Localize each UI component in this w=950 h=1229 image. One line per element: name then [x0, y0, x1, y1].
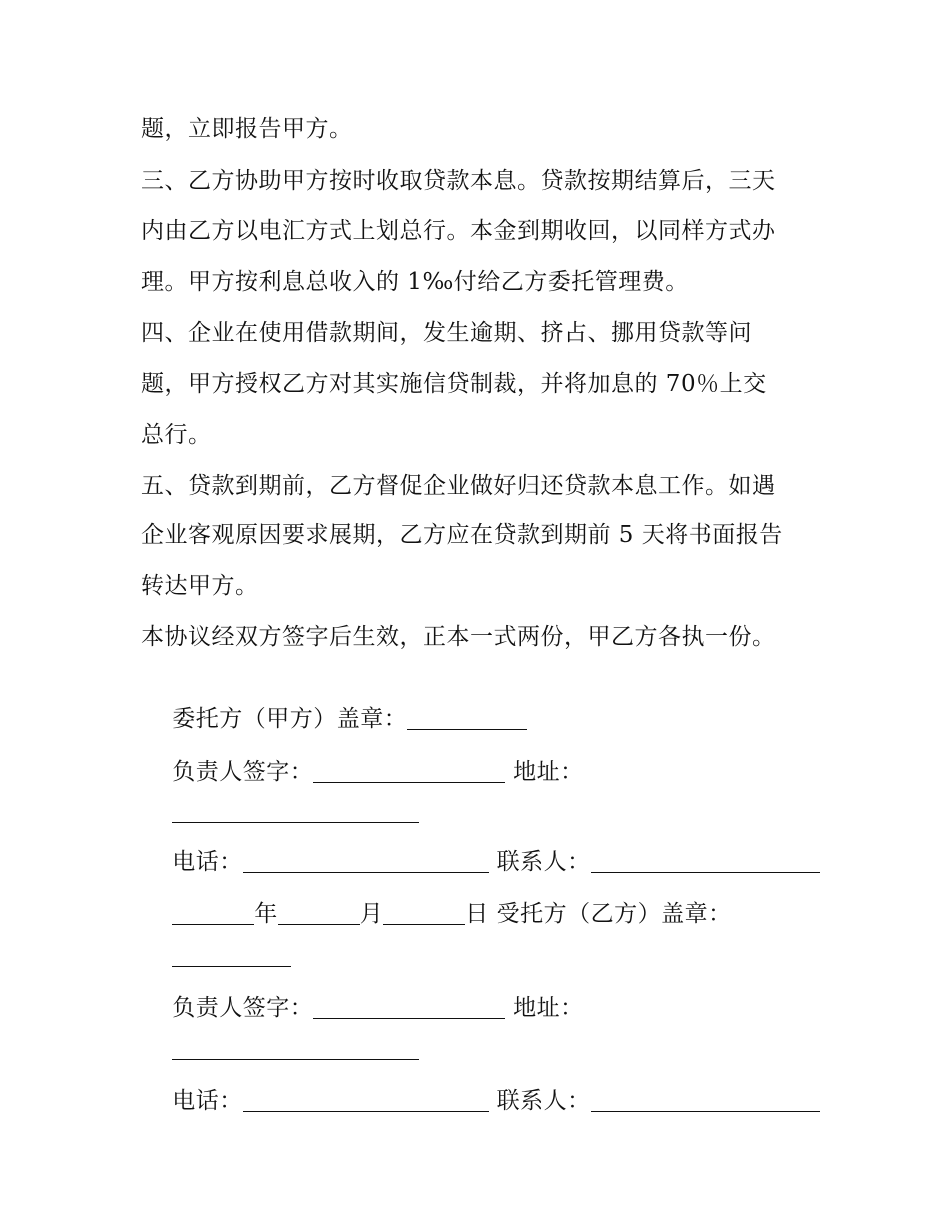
agent-contact-blank[interactable]: [591, 1089, 820, 1112]
principal-seal-label: 委托方（甲方）盖章：: [172, 706, 408, 732]
text-line: 三、乙方协助甲方按时收取贷款本息。贷款按期结算后，三天: [141, 168, 776, 194]
signer-label: 负责人签字：: [172, 995, 314, 1021]
address-label: 地址：: [513, 759, 584, 785]
address-label: 地址：: [513, 995, 584, 1021]
text-line: 内由乙方以电汇方式上划总行。本金到期收回，以同样方式办: [141, 218, 776, 244]
contact-label: 联系人：: [496, 1088, 591, 1114]
text-line: 转达甲方。: [141, 573, 259, 599]
phone-label: 电话：: [172, 849, 243, 875]
text-line: 五、贷款到期前，乙方督促企业做好归还贷款本息工作。如遇: [141, 473, 776, 499]
phone-label: 电话：: [172, 1088, 243, 1114]
month-label: 月: [359, 901, 384, 927]
day-blank[interactable]: [383, 902, 465, 925]
agent-phone-line: [141, 1055, 820, 1146]
text-line: 题，立即报告甲方。: [141, 116, 353, 142]
text-line: 企业客观原因要求展期，乙方应在贷款到期前 5 天将书面报告: [141, 522, 783, 548]
agent-phone-blank[interactable]: [243, 1089, 489, 1112]
text-line: 理。甲方按利息总收入的 1‰付给乙方委托管理费。: [141, 269, 689, 295]
signer-label: 负责人签字：: [172, 759, 314, 785]
text-line: 本协议经双方签字后生效，正本一式两份，甲乙方各执一份。: [141, 624, 776, 650]
text-line: 题，甲方授权乙方对其实施信贷制裁，并将加息的 70％上交: [141, 371, 767, 397]
text-line: 四、企业在使用借款期间，发生逾期、挤占、挪用贷款等问: [141, 320, 752, 346]
day-label: 日: [465, 901, 489, 927]
contact-label: 联系人：: [496, 849, 591, 875]
agent-seal-label: 受托方（乙方）盖章：: [496, 901, 732, 927]
text-line: 总行。: [141, 422, 212, 448]
year-label: 年: [254, 901, 278, 927]
